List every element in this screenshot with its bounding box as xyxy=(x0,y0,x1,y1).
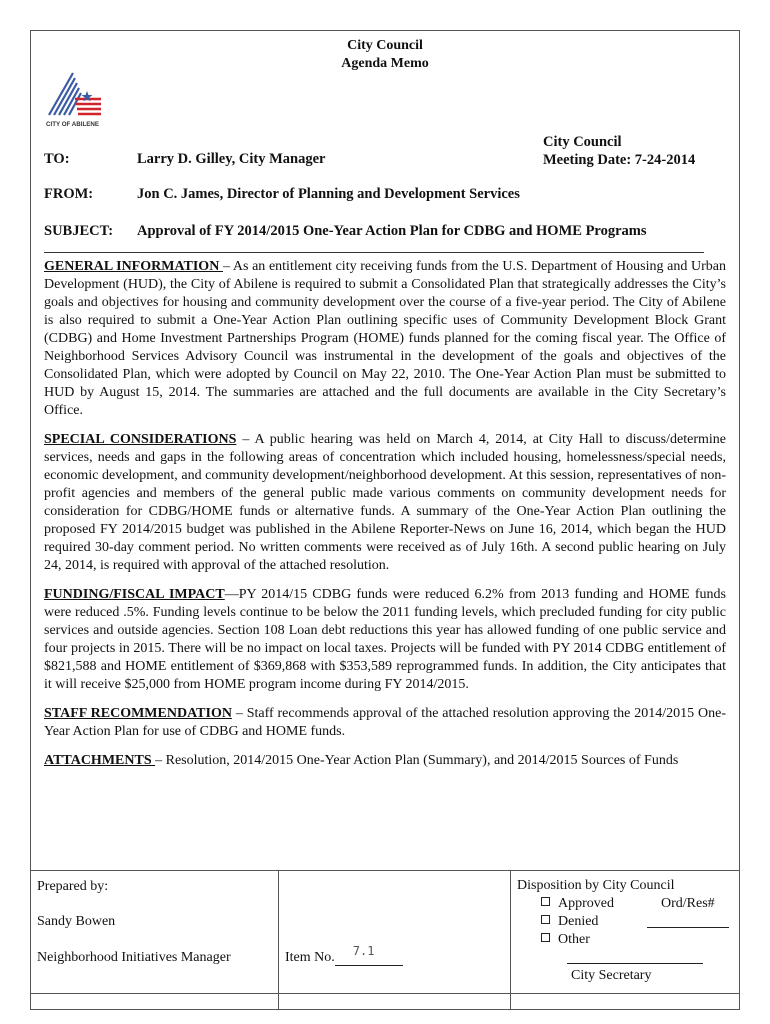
logo-text: CITY OF ABILENE xyxy=(46,121,99,128)
subject-value: Approval of FY 2014/2015 One-Year Action Plan for CDBG and HOME Programs xyxy=(137,223,647,239)
general-information-text: – As an entitlement city receiving funds from the U.S. Department of Housing and Urban Development (HUD), the City of Abilene is required to submit a Consolidated Plan that strategically addresses the City’s goals and objectives for housing and community development over the course of a five-year period. The City of Abilene is also required to submit a One-Year Action Plan outlining specific uses of Community Development Block Grant (CDBG) and Home Investment Partnerships Program (HOME) funds planned for the coming fiscal year. The Office of Neighborhood Services Advisory Council was instrumental in the development of the goals and objectives of the Consolidated Plan, which were adopted by Council on May 22, 2010. The One-Year Action Plan must be submitted to HUD by August 15, 2014. The summaries are attached and the full documents are available in the City Secretary’s Office. xyxy=(44,259,726,418)
prepared-by-title: Neighborhood Initiatives Manager xyxy=(37,950,231,965)
subject-label: SUBJECT: xyxy=(44,223,114,239)
item-number-field xyxy=(335,944,403,966)
general-information-heading: GENERAL INFORMATION xyxy=(44,259,223,274)
general-information-section xyxy=(44,258,726,420)
other-checkbox[interactable] xyxy=(541,933,550,942)
special-considerations-section xyxy=(44,431,726,575)
approved-label: Approved xyxy=(558,896,614,911)
subject-divider xyxy=(44,252,704,253)
denied-label: Denied xyxy=(558,914,599,929)
disposition-title: Disposition by City Council xyxy=(517,878,675,893)
city-secretary-label: City Secretary xyxy=(571,968,652,983)
meeting-info xyxy=(543,133,695,169)
funding-heading: FUNDING/FISCAL IMPACT xyxy=(44,587,225,602)
special-considerations-text: – A public hearing was held on March 4, 2014, at City Hall to discuss/determine services, needs and gaps in the following areas of concentration which included housing, homelessness/special needs, economic development, and community development/neighborhood development. At this session, representatives of non-profit agencies and members of the general public made various comments on community development needs for consideration for CDBG/HOME funds or alternative funds. A summary of the One-Year Action Plan outlining the proposed FY 2014/2015 budget was published in the Abilene Reporter-News on June 16, 2014, which began the HUD required 30-day comment period. No written comments were received as of July 16th. A second public hearing on July 24, 2014, is required with approval of the attached resolution. xyxy=(44,432,726,573)
meeting-date: Meeting Date: 7-24-2014 xyxy=(543,152,696,168)
denied-checkbox[interactable] xyxy=(541,915,550,924)
header-line-2: Agenda Memo xyxy=(341,56,429,71)
option-denied[interactable] xyxy=(541,913,598,930)
disposition-table xyxy=(30,870,740,1010)
memo-header xyxy=(31,37,739,73)
table-divider-2 xyxy=(510,871,511,1009)
option-approved[interactable] xyxy=(541,895,614,912)
staff-recommendation-text: – Staff recommends approval of the attached resolution approving the 2014/2015 One-Year Action Plan for use of CDBG and HOME funds. xyxy=(44,706,726,739)
meeting-line-1: City Council xyxy=(543,134,622,150)
prepared-by-name: Sandy Bowen xyxy=(37,914,116,929)
other-label: Other xyxy=(558,932,590,947)
item-number-value: 7.1 xyxy=(352,944,375,958)
item-number-label: Item No. xyxy=(285,950,335,965)
memo-body xyxy=(44,258,726,781)
table-divider-1 xyxy=(278,871,279,1009)
city-secretary-line xyxy=(567,963,703,964)
from-value: Jon C. James, Director of Planning and Development Services xyxy=(137,186,520,202)
ord-res-line xyxy=(647,927,729,928)
prepared-by-label: Prepared by: xyxy=(37,879,109,894)
approved-checkbox[interactable] xyxy=(541,897,550,906)
attachments-section xyxy=(44,752,726,770)
item-number xyxy=(285,944,403,966)
attachments-heading: ATTACHMENTS xyxy=(44,753,156,768)
option-other[interactable] xyxy=(541,931,590,948)
city-of-abilene-logo-icon xyxy=(43,69,105,131)
header-line-1: City Council xyxy=(347,38,423,53)
attachments-text: – Resolution, 2014/2015 One-Year Action Plan (Summary), and 2014/2015 Sources of Funds xyxy=(155,753,679,768)
ord-res-label: Ord/Res# xyxy=(661,896,715,911)
table-row-divider xyxy=(31,993,739,994)
to-label: TO: xyxy=(44,151,70,167)
staff-recommendation-heading: STAFF RECOMMENDATION xyxy=(44,706,232,721)
to-value: Larry D. Gilley, City Manager xyxy=(137,151,326,167)
special-considerations-heading: SPECIAL CONSIDERATIONS xyxy=(44,432,237,447)
staff-recommendation-section xyxy=(44,705,726,741)
funding-section xyxy=(44,586,726,694)
from-label: FROM: xyxy=(44,186,94,202)
memo-frame xyxy=(30,30,740,870)
funding-text: —PY 2014/15 CDBG funds were reduced 6.2% from 2013 funding and HOME funds were reduced .5%. Funding levels continue to be below the 2011 funding levels, which precluded funding for city public services and outside agencies. Section 108 Loan debt reductions this year has allowed funding of one public service and four projects in 2015. There will be no impact on local taxes. Projects will be funded with PY 2014 CDBG entitlement of $821,588 and HOME entitlement of $369,868 with $353,589 reprogrammed funds. In addition, the City anticipates that it will receive $25,000 from HOME program income during FY 2014/2015. xyxy=(44,587,727,692)
